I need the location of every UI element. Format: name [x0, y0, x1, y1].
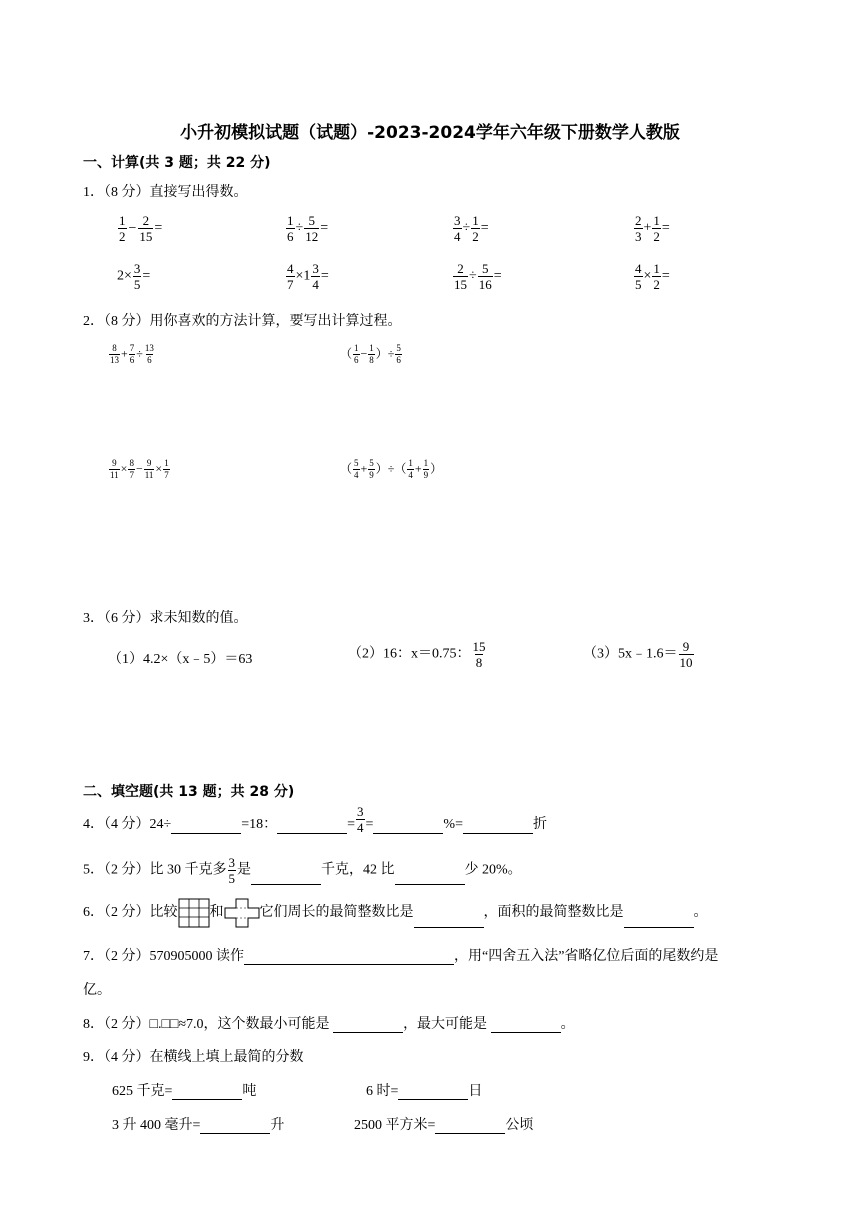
q6-text-2: 和 — [209, 905, 224, 921]
answer-blank[interactable] — [244, 950, 454, 965]
q4-text-5: %= — [443, 817, 463, 832]
answer-blank[interactable] — [435, 1119, 505, 1134]
answer-blank[interactable] — [463, 819, 533, 834]
q5-text-2: 是 — [237, 862, 251, 878]
q9-a-unit: 吨 — [242, 1084, 257, 1099]
grid-rectangle-figure — [178, 898, 210, 928]
q5-text-1: 5．（2 分）比 30 千克多 — [83, 862, 227, 878]
q8-text-2: ，最大可能是 — [403, 1017, 491, 1032]
q6-text-5: 。 — [693, 905, 708, 921]
q7-text-2: ，用“四舍五入法”省略亿位后面的尾数约是 — [454, 949, 719, 964]
q1-item-8: $\frac{4}{5}$ × $\frac{1}{2}$ = — [635, 261, 670, 292]
q1-item-4: $\frac{2}{3}$ + $\frac{1}{2}$ = — [635, 213, 670, 244]
q8-text-3: 。 — [560, 1017, 575, 1032]
page-title: 小升初模拟试题（试题）-2023-2024学年六年级下册数学人教版 — [180, 123, 680, 143]
q1-item-1: $\frac{1}{2}$ − $\frac{2}{15}$ = — [119, 213, 163, 244]
answer-blank[interactable] — [395, 870, 465, 885]
q4-text-2: =18： — [241, 817, 278, 832]
q9-d-text: 2500 平方米= — [354, 1118, 436, 1133]
q8-text-1: 8．（2 分）□.□□≈7.0，这个数最小可能是 — [83, 1017, 334, 1032]
q1-item-3: $\frac{3}{4}$ ÷ $\frac{1}{2}$ = — [454, 213, 489, 244]
q6 — [83, 898, 708, 928]
section1-heading: 一、计算(共 3 题；共 22 分) — [83, 155, 271, 171]
q9-a-text: 625 千克= — [112, 1084, 173, 1099]
q2-item-2: （ $\frac{1}{6}$ − $\frac{1}{8}$ ）÷ $\frac{5}{6}$ — [340, 343, 401, 365]
q4-text-1: 4．（4 分）24÷ — [83, 817, 172, 832]
q2-item-1: $\frac{8}{13}$ + $\frac{7}{6}$ ÷ $\frac{13}{6}$ — [110, 343, 154, 365]
answer-blank[interactable] — [277, 819, 347, 834]
q3-a: （1）4.2×（x﹣5）＝63 — [108, 652, 253, 667]
answer-blank[interactable] — [491, 1018, 561, 1033]
q5-text-3: 千克，42 比 — [321, 862, 395, 878]
section2-heading: 二、填空题(共 13 题；共 28 分) — [83, 784, 295, 800]
q7-line-2: 亿。 — [83, 983, 111, 998]
q5: 5．（2 分）比 30 千克多 $\frac{3}{5}$ 是 千克，42 比 少 20%。 — [83, 855, 522, 886]
q4-text-6: 折 — [532, 817, 547, 832]
q6-text-4: ，面积的最简整数比是 — [483, 905, 624, 921]
q1-stem: 1．（8 分）直接写出得数。 — [83, 185, 248, 200]
q1-item-5: 2× $\frac{3}{5}$ = — [117, 261, 151, 292]
q8 — [83, 1013, 575, 1033]
answer-blank[interactable] — [171, 819, 241, 834]
q3-c-text: （3）5x﹣1.6＝ — [583, 646, 678, 662]
q9-d-unit: 公顷 — [505, 1118, 534, 1133]
q7-text-1: 7．（2 分）570905000 读作 — [83, 949, 244, 964]
q5-text-4: 少 20%。 — [464, 862, 522, 878]
answer-blank[interactable] — [414, 913, 484, 928]
answer-blank[interactable] — [398, 1085, 468, 1100]
q9-stem: 9．（4 分）在横线上填上最简的分数 — [83, 1050, 304, 1065]
q9-c-unit: 升 — [270, 1118, 285, 1133]
answer-blank[interactable] — [333, 1018, 403, 1033]
q3-b-text: （2）16：x＝0.75： — [348, 646, 471, 662]
q1-item-6: $\frac{4}{7}$ ×1 $\frac{3}{4}$ = — [287, 261, 329, 292]
q2-item-4: （ $\frac{5}{4}$ + $\frac{5}{9}$ ）÷（ $\frac{1}{4}$ + $\frac{1}{9}$ ） — [340, 458, 443, 480]
q4-text-3: = — [347, 817, 355, 832]
q2-item-3: $\frac{9}{11}$ × $\frac{8}{7}$ − $\frac{9}{11}$ × $\frac{1}{7}$ — [110, 458, 169, 480]
q3-stem: 3．（6 分）求未知数的值。 — [83, 611, 248, 626]
q7 — [83, 945, 718, 965]
q9-b-text: 6 时= — [366, 1084, 399, 1099]
q1-item-2: $\frac{1}{6}$ ÷ $\frac{5}{12}$ = — [287, 213, 329, 244]
q9-d — [354, 1114, 533, 1134]
answer-blank[interactable] — [251, 870, 321, 885]
q9-c-text: 3 升 400 毫升= — [112, 1118, 201, 1133]
q6-text-3: 它们周长的最简整数比是 — [259, 905, 414, 921]
answer-blank[interactable] — [172, 1085, 242, 1100]
q3-c: （3）5x﹣1.6＝ $\frac{9}{10}$ — [583, 639, 693, 670]
q4-text-4: = — [365, 817, 374, 832]
q1-item-7: $\frac{2}{15}$ ÷ $\frac{5}{16}$ = — [454, 261, 502, 292]
q9-b-unit: 日 — [468, 1084, 483, 1099]
q9-c — [112, 1114, 284, 1134]
q9-b — [366, 1080, 482, 1100]
answer-blank[interactable] — [624, 913, 694, 928]
q4: 4．（4 分）24÷ =18： = $\frac{3}{4}$ = %= 折 — [83, 804, 547, 836]
q9-a — [112, 1080, 256, 1100]
q3-b: （2）16：x＝0.75： $\frac{15}{8}$ — [348, 639, 486, 670]
cross-shape-figure — [224, 898, 260, 928]
answer-blank[interactable] — [200, 1119, 270, 1134]
q6-text-1: 6．（2 分）比较 — [83, 905, 178, 921]
answer-blank[interactable] — [373, 819, 443, 834]
q2-stem: 2．（8 分）用你喜欢的方法计算，要写出计算过程。 — [83, 314, 402, 329]
